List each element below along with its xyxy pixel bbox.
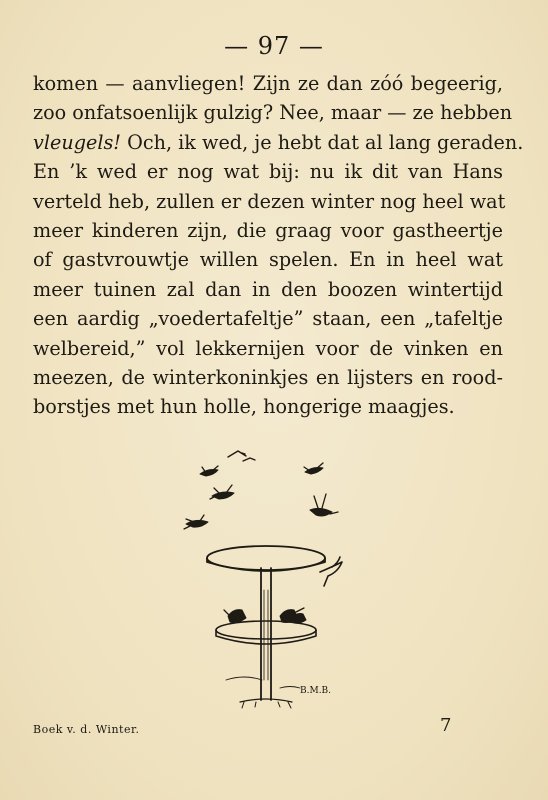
- body-text: [33, 69, 524, 422]
- text-line-1: komen — aanvliegen! Zijn ze dan zóó begeerig,: [33, 72, 503, 95]
- perched-bird-icon: [224, 610, 246, 623]
- flying-bird-icon: [310, 494, 338, 516]
- text-line-9: een aardig „voedertafeltje” staan, een „tafeltje: [33, 307, 503, 331]
- text-line-10: welbereid,” vol lekkernijen voor de vinken en: [33, 336, 503, 360]
- signature-mark: [226, 677, 331, 696]
- flying-bird-icon: [200, 466, 218, 476]
- page-number: — 97 —: [224, 32, 324, 60]
- text-line-2: zoo onfatsoenlijk gulzig? Nee, maar — ze hebben: [33, 101, 513, 125]
- text-line-3: [33, 128, 524, 157]
- flying-bird-icon: [210, 485, 234, 499]
- text-line-6: meer kinderen zijn, die graag voor gastheertje: [33, 219, 503, 243]
- text-line-12: borstjes met hun holle, hongerige maagjes.: [33, 395, 455, 419]
- svg-text:B.M.B.: B.M.B.: [300, 686, 332, 696]
- flying-bird-icon: [228, 451, 246, 457]
- flying-bird-icon: [184, 515, 208, 529]
- flying-bird-icon: [243, 458, 255, 461]
- text-line-5: verteld heb, zullen er dezen winter nog heel wat: [33, 189, 506, 213]
- signature-mark: Boek v. d. Winter.: [33, 723, 140, 736]
- flying-bird-icon: [304, 463, 323, 474]
- text-line-4: En ’k wed er nog wat bij: nu ik dit van Hans: [33, 160, 503, 184]
- feeder-table-icon: [207, 546, 342, 708]
- text-line-7: of gastvrouwtje willen spelen. En in heel wat: [33, 248, 503, 272]
- text-line-3-rest: Och, ik wed, je hebt dat al lang geraden.: [121, 130, 524, 154]
- sheet-number: 7: [440, 715, 452, 736]
- italic-word: vleugels!: [33, 130, 122, 154]
- text-line-8: meer tuinen zal dan in den boozen wintertijd: [33, 277, 503, 301]
- text-line-11: meezen, de winterkoninkjes en lijsters en rood-: [33, 366, 503, 390]
- bird-feeder-illustration: [160, 440, 370, 720]
